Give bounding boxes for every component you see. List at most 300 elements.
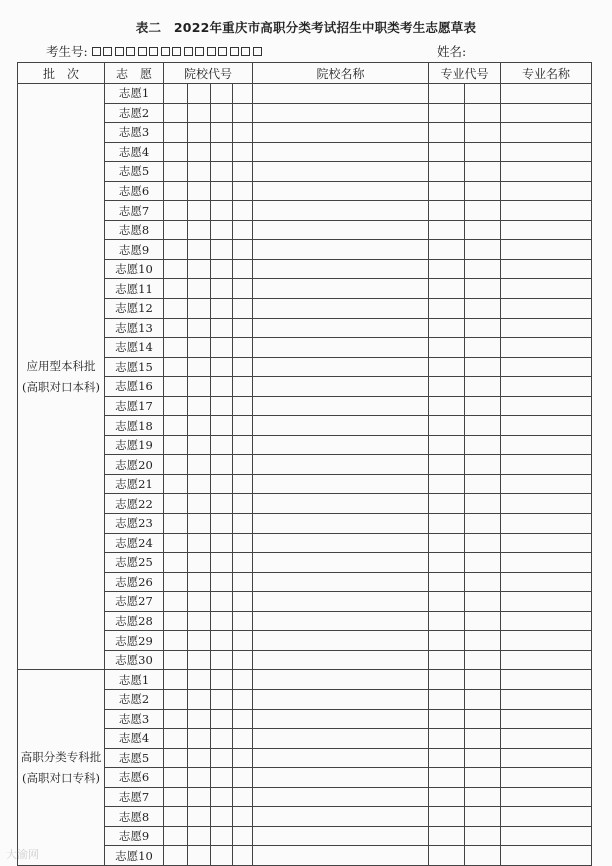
- school-code-digit[interactable]: [233, 514, 253, 534]
- school-code-digit[interactable]: [188, 377, 211, 397]
- major-code-digit[interactable]: [465, 572, 501, 592]
- major-name-field[interactable]: [501, 299, 592, 319]
- major-code-digit[interactable]: [429, 279, 465, 299]
- school-code-digit[interactable]: [188, 279, 211, 299]
- school-code-digit[interactable]: [233, 181, 253, 201]
- major-code-digit[interactable]: [429, 768, 465, 788]
- school-code-digit[interactable]: [233, 533, 253, 553]
- school-code-digit[interactable]: [164, 259, 188, 279]
- major-code-digit[interactable]: [465, 455, 501, 475]
- school-code-digit[interactable]: [211, 103, 233, 123]
- major-name-field[interactable]: [501, 123, 592, 143]
- school-code-digit[interactable]: [164, 377, 188, 397]
- school-name-field[interactable]: [253, 553, 429, 573]
- major-name-field[interactable]: [501, 474, 592, 494]
- major-code-digit[interactable]: [465, 201, 501, 221]
- school-code-digit[interactable]: [211, 84, 233, 104]
- major-code-digit[interactable]: [465, 162, 501, 182]
- school-code-digit[interactable]: [188, 494, 211, 514]
- major-code-digit[interactable]: [429, 729, 465, 749]
- school-name-field[interactable]: [253, 807, 429, 827]
- school-code-digit[interactable]: [211, 631, 233, 651]
- school-code-digit[interactable]: [233, 650, 253, 670]
- school-code-digit[interactable]: [233, 474, 253, 494]
- school-code-digit[interactable]: [211, 318, 233, 338]
- school-code-digit[interactable]: [211, 689, 233, 709]
- major-name-field[interactable]: [501, 103, 592, 123]
- school-name-field[interactable]: [253, 455, 429, 475]
- major-code-digit[interactable]: [429, 162, 465, 182]
- major-name-field[interactable]: [501, 572, 592, 592]
- school-code-digit[interactable]: [211, 474, 233, 494]
- school-code-digit[interactable]: [211, 826, 233, 846]
- school-code-digit[interactable]: [188, 553, 211, 573]
- major-code-digit[interactable]: [429, 357, 465, 377]
- candidate-number-digit-box[interactable]: [115, 47, 124, 56]
- school-code-digit[interactable]: [233, 631, 253, 651]
- major-name-field[interactable]: [501, 611, 592, 631]
- major-code-digit[interactable]: [465, 611, 501, 631]
- major-code-digit[interactable]: [465, 396, 501, 416]
- school-name-field[interactable]: [253, 729, 429, 749]
- major-name-field[interactable]: [501, 729, 592, 749]
- major-code-digit[interactable]: [429, 416, 465, 436]
- major-code-digit[interactable]: [465, 103, 501, 123]
- school-code-digit[interactable]: [211, 396, 233, 416]
- school-code-digit[interactable]: [233, 768, 253, 788]
- candidate-number-digit-box[interactable]: [184, 47, 193, 56]
- major-name-field[interactable]: [501, 181, 592, 201]
- school-code-digit[interactable]: [233, 494, 253, 514]
- school-code-digit[interactable]: [211, 181, 233, 201]
- school-name-field[interactable]: [253, 748, 429, 768]
- candidate-number-digit-box[interactable]: [103, 47, 112, 56]
- major-code-digit[interactable]: [429, 396, 465, 416]
- school-code-digit[interactable]: [233, 689, 253, 709]
- school-code-digit[interactable]: [233, 84, 253, 104]
- school-name-field[interactable]: [253, 123, 429, 143]
- school-code-digit[interactable]: [188, 103, 211, 123]
- school-code-digit[interactable]: [211, 494, 233, 514]
- major-code-digit[interactable]: [429, 103, 465, 123]
- school-code-digit[interactable]: [211, 455, 233, 475]
- school-name-field[interactable]: [253, 181, 429, 201]
- school-name-field[interactable]: [253, 416, 429, 436]
- school-code-digit[interactable]: [211, 377, 233, 397]
- school-code-digit[interactable]: [188, 807, 211, 827]
- school-name-field[interactable]: [253, 533, 429, 553]
- school-code-digit[interactable]: [233, 435, 253, 455]
- major-name-field[interactable]: [501, 84, 592, 104]
- major-code-digit[interactable]: [465, 631, 501, 651]
- school-code-digit[interactable]: [233, 201, 253, 221]
- school-code-digit[interactable]: [188, 259, 211, 279]
- school-code-digit[interactable]: [188, 299, 211, 319]
- major-code-digit[interactable]: [429, 689, 465, 709]
- school-code-digit[interactable]: [233, 553, 253, 573]
- major-code-digit[interactable]: [429, 201, 465, 221]
- major-code-digit[interactable]: [429, 338, 465, 358]
- school-code-digit[interactable]: [188, 572, 211, 592]
- major-code-digit[interactable]: [465, 259, 501, 279]
- school-name-field[interactable]: [253, 474, 429, 494]
- school-code-digit[interactable]: [164, 631, 188, 651]
- school-code-digit[interactable]: [233, 709, 253, 729]
- school-code-digit[interactable]: [164, 846, 188, 866]
- major-code-digit[interactable]: [465, 240, 501, 260]
- major-code-digit[interactable]: [429, 181, 465, 201]
- school-code-digit[interactable]: [164, 84, 188, 104]
- major-name-field[interactable]: [501, 748, 592, 768]
- major-code-digit[interactable]: [429, 240, 465, 260]
- major-name-field[interactable]: [501, 592, 592, 612]
- major-name-field[interactable]: [501, 357, 592, 377]
- major-code-digit[interactable]: [465, 220, 501, 240]
- school-name-field[interactable]: [253, 142, 429, 162]
- major-code-digit[interactable]: [429, 220, 465, 240]
- school-code-digit[interactable]: [164, 514, 188, 534]
- school-code-digit[interactable]: [211, 787, 233, 807]
- major-code-digit[interactable]: [465, 592, 501, 612]
- school-code-digit[interactable]: [188, 768, 211, 788]
- school-code-digit[interactable]: [188, 338, 211, 358]
- major-code-digit[interactable]: [429, 709, 465, 729]
- school-code-digit[interactable]: [233, 377, 253, 397]
- school-name-field[interactable]: [253, 611, 429, 631]
- major-code-digit[interactable]: [429, 142, 465, 162]
- school-code-digit[interactable]: [164, 357, 188, 377]
- candidate-number-digit-box[interactable]: [241, 47, 250, 56]
- school-code-digit[interactable]: [164, 103, 188, 123]
- major-code-digit[interactable]: [465, 846, 501, 866]
- school-code-digit[interactable]: [233, 123, 253, 143]
- major-code-digit[interactable]: [465, 416, 501, 436]
- school-code-digit[interactable]: [211, 572, 233, 592]
- school-code-digit[interactable]: [211, 768, 233, 788]
- school-code-digit[interactable]: [233, 592, 253, 612]
- school-name-field[interactable]: [253, 689, 429, 709]
- school-code-digit[interactable]: [164, 553, 188, 573]
- school-code-digit[interactable]: [211, 299, 233, 319]
- school-code-digit[interactable]: [233, 729, 253, 749]
- school-name-field[interactable]: [253, 768, 429, 788]
- school-code-digit[interactable]: [233, 357, 253, 377]
- major-code-digit[interactable]: [465, 768, 501, 788]
- school-code-digit[interactable]: [233, 611, 253, 631]
- school-code-digit[interactable]: [188, 474, 211, 494]
- school-code-digit[interactable]: [211, 338, 233, 358]
- school-name-field[interactable]: [253, 338, 429, 358]
- major-code-digit[interactable]: [465, 533, 501, 553]
- school-code-digit[interactable]: [211, 592, 233, 612]
- major-code-digit[interactable]: [429, 84, 465, 104]
- school-name-field[interactable]: [253, 279, 429, 299]
- school-name-field[interactable]: [253, 494, 429, 514]
- school-code-digit[interactable]: [188, 240, 211, 260]
- major-code-digit[interactable]: [465, 181, 501, 201]
- school-code-digit[interactable]: [233, 142, 253, 162]
- school-code-digit[interactable]: [233, 572, 253, 592]
- school-code-digit[interactable]: [188, 455, 211, 475]
- school-name-field[interactable]: [253, 670, 429, 690]
- major-code-digit[interactable]: [429, 514, 465, 534]
- school-code-digit[interactable]: [164, 123, 188, 143]
- school-code-digit[interactable]: [188, 846, 211, 866]
- school-code-digit[interactable]: [164, 807, 188, 827]
- school-code-digit[interactable]: [164, 650, 188, 670]
- candidate-number-digit-box[interactable]: [172, 47, 181, 56]
- major-code-digit[interactable]: [465, 279, 501, 299]
- school-code-digit[interactable]: [188, 787, 211, 807]
- school-code-digit[interactable]: [211, 846, 233, 866]
- major-name-field[interactable]: [501, 455, 592, 475]
- major-name-field[interactable]: [501, 650, 592, 670]
- school-code-digit[interactable]: [164, 572, 188, 592]
- major-code-digit[interactable]: [429, 474, 465, 494]
- major-name-field[interactable]: [501, 318, 592, 338]
- school-code-digit[interactable]: [233, 259, 253, 279]
- school-name-field[interactable]: [253, 709, 429, 729]
- school-code-digit[interactable]: [188, 318, 211, 338]
- major-code-digit[interactable]: [429, 846, 465, 866]
- school-name-field[interactable]: [253, 84, 429, 104]
- major-code-digit[interactable]: [465, 123, 501, 143]
- school-code-digit[interactable]: [211, 807, 233, 827]
- candidate-number-digit-box[interactable]: [138, 47, 147, 56]
- school-code-digit[interactable]: [188, 650, 211, 670]
- school-code-digit[interactable]: [188, 142, 211, 162]
- school-code-digit[interactable]: [164, 416, 188, 436]
- school-code-digit[interactable]: [164, 689, 188, 709]
- major-name-field[interactable]: [501, 533, 592, 553]
- major-code-digit[interactable]: [429, 572, 465, 592]
- school-code-digit[interactable]: [188, 670, 211, 690]
- major-name-field[interactable]: [501, 220, 592, 240]
- major-name-field[interactable]: [501, 631, 592, 651]
- major-name-field[interactable]: [501, 709, 592, 729]
- school-code-digit[interactable]: [164, 220, 188, 240]
- major-name-field[interactable]: [501, 201, 592, 221]
- school-name-field[interactable]: [253, 103, 429, 123]
- school-code-digit[interactable]: [211, 162, 233, 182]
- school-code-digit[interactable]: [164, 826, 188, 846]
- candidate-number-digit-box[interactable]: [195, 47, 204, 56]
- school-code-digit[interactable]: [211, 201, 233, 221]
- school-code-digit[interactable]: [233, 240, 253, 260]
- school-code-digit[interactable]: [164, 709, 188, 729]
- school-code-digit[interactable]: [188, 689, 211, 709]
- school-code-digit[interactable]: [211, 670, 233, 690]
- major-code-digit[interactable]: [429, 807, 465, 827]
- school-code-digit[interactable]: [211, 279, 233, 299]
- major-code-digit[interactable]: [465, 807, 501, 827]
- major-name-field[interactable]: [501, 259, 592, 279]
- major-code-digit[interactable]: [465, 709, 501, 729]
- major-code-digit[interactable]: [465, 553, 501, 573]
- school-code-digit[interactable]: [233, 318, 253, 338]
- school-code-digit[interactable]: [188, 181, 211, 201]
- school-code-digit[interactable]: [164, 729, 188, 749]
- school-code-digit[interactable]: [233, 220, 253, 240]
- major-code-digit[interactable]: [429, 553, 465, 573]
- major-code-digit[interactable]: [465, 494, 501, 514]
- major-code-digit[interactable]: [429, 826, 465, 846]
- school-code-digit[interactable]: [211, 729, 233, 749]
- school-code-digit[interactable]: [188, 201, 211, 221]
- school-code-digit[interactable]: [188, 748, 211, 768]
- major-code-digit[interactable]: [429, 748, 465, 768]
- school-code-digit[interactable]: [233, 416, 253, 436]
- major-code-digit[interactable]: [429, 455, 465, 475]
- major-name-field[interactable]: [501, 435, 592, 455]
- school-name-field[interactable]: [253, 201, 429, 221]
- major-code-digit[interactable]: [465, 84, 501, 104]
- school-code-digit[interactable]: [188, 162, 211, 182]
- school-code-digit[interactable]: [211, 514, 233, 534]
- school-code-digit[interactable]: [211, 123, 233, 143]
- school-code-digit[interactable]: [211, 435, 233, 455]
- school-code-digit[interactable]: [188, 533, 211, 553]
- school-code-digit[interactable]: [211, 220, 233, 240]
- school-code-digit[interactable]: [164, 787, 188, 807]
- school-code-digit[interactable]: [188, 631, 211, 651]
- major-name-field[interactable]: [501, 416, 592, 436]
- major-name-field[interactable]: [501, 670, 592, 690]
- major-code-digit[interactable]: [465, 357, 501, 377]
- school-code-digit[interactable]: [164, 279, 188, 299]
- major-code-digit[interactable]: [429, 650, 465, 670]
- school-code-digit[interactable]: [164, 611, 188, 631]
- major-code-digit[interactable]: [465, 514, 501, 534]
- school-name-field[interactable]: [253, 514, 429, 534]
- school-code-digit[interactable]: [233, 748, 253, 768]
- major-name-field[interactable]: [501, 553, 592, 573]
- major-code-digit[interactable]: [465, 670, 501, 690]
- candidate-number-digit-box[interactable]: [92, 47, 101, 56]
- school-code-digit[interactable]: [164, 533, 188, 553]
- major-name-field[interactable]: [501, 826, 592, 846]
- school-code-digit[interactable]: [188, 123, 211, 143]
- school-code-digit[interactable]: [164, 240, 188, 260]
- candidate-number-digit-box[interactable]: [253, 47, 262, 56]
- school-code-digit[interactable]: [164, 455, 188, 475]
- school-code-digit[interactable]: [164, 396, 188, 416]
- major-name-field[interactable]: [501, 162, 592, 182]
- school-code-digit[interactable]: [233, 279, 253, 299]
- school-code-digit[interactable]: [211, 748, 233, 768]
- school-code-digit[interactable]: [233, 162, 253, 182]
- major-code-digit[interactable]: [429, 611, 465, 631]
- major-code-digit[interactable]: [429, 533, 465, 553]
- school-name-field[interactable]: [253, 259, 429, 279]
- school-name-field[interactable]: [253, 220, 429, 240]
- major-name-field[interactable]: [501, 240, 592, 260]
- major-code-digit[interactable]: [465, 338, 501, 358]
- school-code-digit[interactable]: [164, 474, 188, 494]
- school-name-field[interactable]: [253, 318, 429, 338]
- school-code-digit[interactable]: [211, 142, 233, 162]
- major-code-digit[interactable]: [465, 435, 501, 455]
- school-code-digit[interactable]: [188, 220, 211, 240]
- major-code-digit[interactable]: [465, 299, 501, 319]
- school-code-digit[interactable]: [211, 416, 233, 436]
- major-code-digit[interactable]: [465, 826, 501, 846]
- school-name-field[interactable]: [253, 357, 429, 377]
- school-code-digit[interactable]: [211, 611, 233, 631]
- school-name-field[interactable]: [253, 377, 429, 397]
- candidate-number-digit-box[interactable]: [161, 47, 170, 56]
- school-code-digit[interactable]: [211, 240, 233, 260]
- school-code-digit[interactable]: [211, 650, 233, 670]
- major-code-digit[interactable]: [465, 729, 501, 749]
- school-name-field[interactable]: [253, 240, 429, 260]
- major-code-digit[interactable]: [429, 435, 465, 455]
- school-code-digit[interactable]: [164, 162, 188, 182]
- school-name-field[interactable]: [253, 650, 429, 670]
- school-code-digit[interactable]: [188, 611, 211, 631]
- school-code-digit[interactable]: [211, 357, 233, 377]
- school-name-field[interactable]: [253, 826, 429, 846]
- school-code-digit[interactable]: [188, 826, 211, 846]
- major-code-digit[interactable]: [429, 787, 465, 807]
- school-code-digit[interactable]: [211, 709, 233, 729]
- school-code-digit[interactable]: [188, 416, 211, 436]
- school-code-digit[interactable]: [211, 553, 233, 573]
- major-code-digit[interactable]: [465, 748, 501, 768]
- major-code-digit[interactable]: [429, 123, 465, 143]
- school-code-digit[interactable]: [164, 768, 188, 788]
- school-code-digit[interactable]: [233, 670, 253, 690]
- school-code-digit[interactable]: [164, 201, 188, 221]
- school-name-field[interactable]: [253, 396, 429, 416]
- candidate-number-digit-box[interactable]: [126, 47, 135, 56]
- major-code-digit[interactable]: [465, 318, 501, 338]
- school-code-digit[interactable]: [164, 318, 188, 338]
- major-name-field[interactable]: [501, 768, 592, 788]
- major-code-digit[interactable]: [465, 377, 501, 397]
- school-code-digit[interactable]: [233, 826, 253, 846]
- school-code-digit[interactable]: [164, 338, 188, 358]
- major-name-field[interactable]: [501, 514, 592, 534]
- school-name-field[interactable]: [253, 435, 429, 455]
- school-code-digit[interactable]: [164, 494, 188, 514]
- major-name-field[interactable]: [501, 846, 592, 866]
- school-code-digit[interactable]: [188, 592, 211, 612]
- school-name-field[interactable]: [253, 299, 429, 319]
- school-code-digit[interactable]: [233, 846, 253, 866]
- major-name-field[interactable]: [501, 396, 592, 416]
- major-name-field[interactable]: [501, 142, 592, 162]
- major-name-field[interactable]: [501, 338, 592, 358]
- school-code-digit[interactable]: [188, 357, 211, 377]
- school-code-digit[interactable]: [188, 396, 211, 416]
- major-code-digit[interactable]: [429, 631, 465, 651]
- school-code-digit[interactable]: [164, 142, 188, 162]
- major-code-digit[interactable]: [465, 689, 501, 709]
- candidate-number-digit-box[interactable]: [218, 47, 227, 56]
- major-code-digit[interactable]: [429, 318, 465, 338]
- school-name-field[interactable]: [253, 592, 429, 612]
- school-code-digit[interactable]: [164, 299, 188, 319]
- school-code-digit[interactable]: [188, 435, 211, 455]
- major-code-digit[interactable]: [429, 670, 465, 690]
- major-code-digit[interactable]: [465, 142, 501, 162]
- school-code-digit[interactable]: [188, 84, 211, 104]
- school-code-digit[interactable]: [211, 533, 233, 553]
- major-name-field[interactable]: [501, 689, 592, 709]
- major-code-digit[interactable]: [429, 592, 465, 612]
- major-code-digit[interactable]: [429, 259, 465, 279]
